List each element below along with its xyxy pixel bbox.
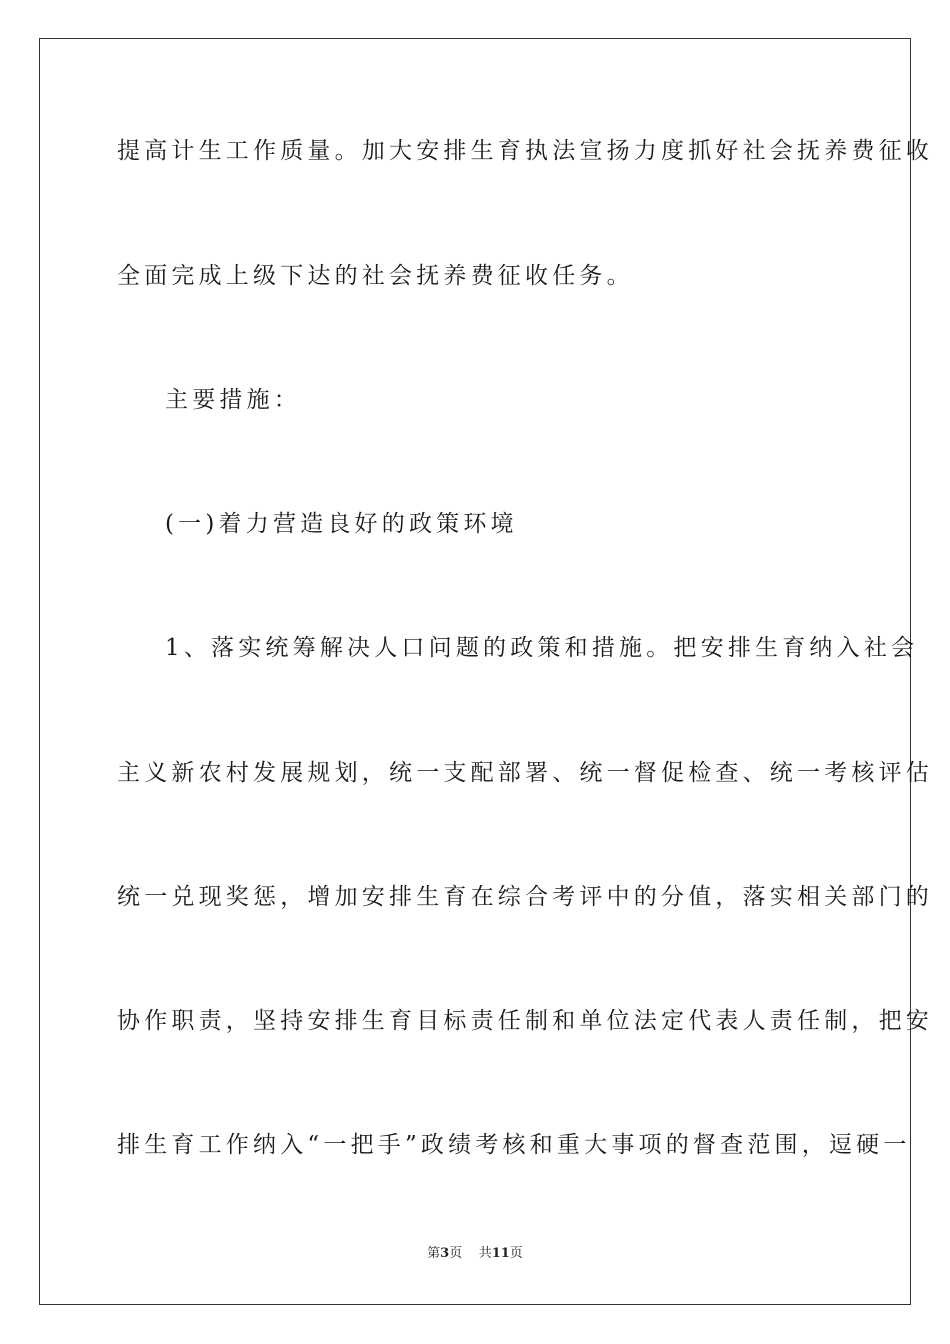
section-heading-main-measures: 主要措施： xyxy=(165,387,301,413)
body-text-line-7: 统一兑现奖惩，增加安排生育在综合考评中的分值，落实相关部门的 xyxy=(117,884,933,910)
footer-page-total: 11 xyxy=(491,1246,510,1261)
footer-page-prefix: 第 xyxy=(427,1246,441,1261)
body-text-line-6: 主义新农村发展规划，统一支配部署、统一督促检查、统一考核评估 xyxy=(117,760,933,786)
body-text-line-1: 提高计生工作质量。加大安排生育执法宣扬力度抓好社会抚养费征收 xyxy=(117,138,933,164)
footer-page-current: 3 xyxy=(440,1246,450,1261)
footer-total-prefix: 共 xyxy=(478,1246,492,1261)
body-text-line-9: 排生育工作纳入“一把手”政绩考核和重大事项的督查范围，逗硬一 xyxy=(117,1132,911,1158)
body-text-line-8: 协作职责，坚持安排生育目标责任制和单位法定代表人责任制，把安 xyxy=(117,1008,933,1034)
body-text-line-5: 1、落实统筹解决人口问题的政策和措施。把安排生育纳入社会 xyxy=(165,635,919,661)
footer-total-suffix: 页 xyxy=(509,1246,523,1261)
page-footer xyxy=(0,1245,950,1263)
body-text-line-2: 全面完成上级下达的社会抚养费征收任务。 xyxy=(117,263,634,289)
footer-page-suffix: 页 xyxy=(449,1246,463,1261)
subsection-heading-1: (一)着力营造良好的政策环境 xyxy=(165,511,518,537)
page-border xyxy=(39,38,933,1305)
